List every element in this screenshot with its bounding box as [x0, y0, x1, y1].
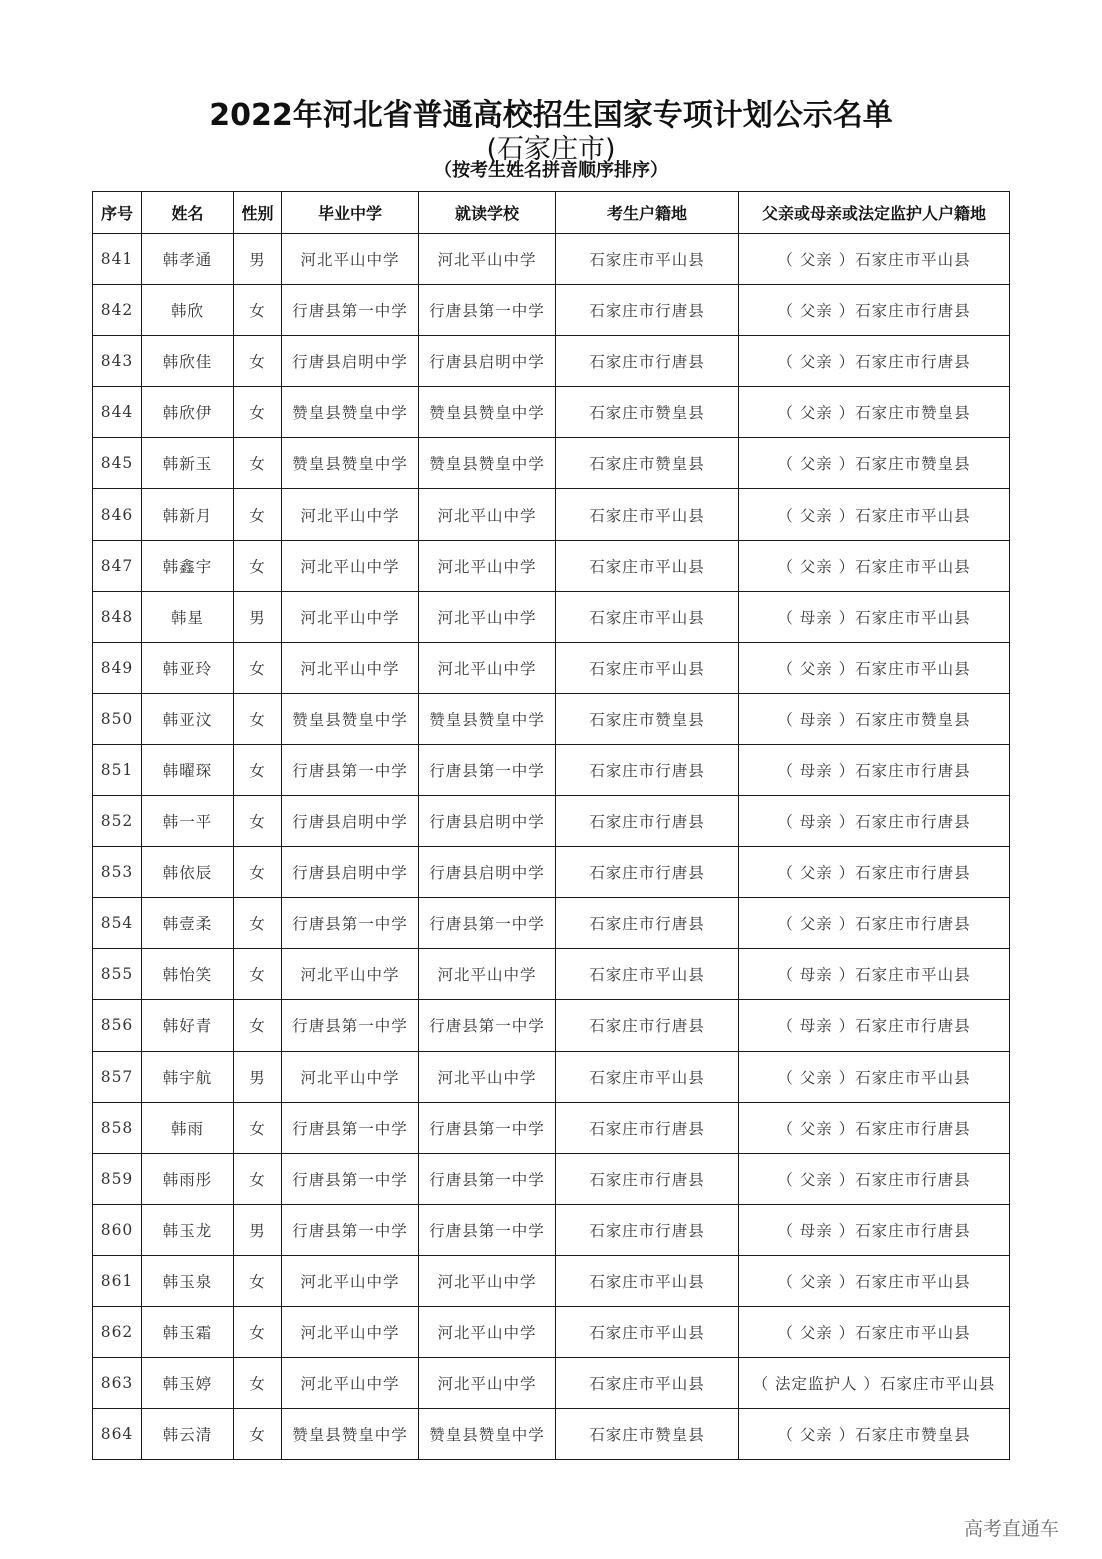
col-index-cell: 850 [93, 693, 142, 744]
col-student-hukou-cell: 石家庄市平山县 [556, 234, 739, 285]
col-student-hukou-cell: 石家庄市赞皇县 [556, 693, 739, 744]
col-name-cell: 韩雨 [142, 1102, 234, 1153]
col-name-cell: 韩孝通 [142, 234, 234, 285]
col-current-school-cell: 赞皇县赞皇中学 [419, 693, 556, 744]
table-row [93, 285, 1010, 336]
col-parent-hukou-cell: （ 父亲 ）石家庄市行唐县 [739, 1153, 1010, 1204]
col-parent-hukou-cell: （ 母亲 ）石家庄市平山县 [739, 591, 1010, 642]
col-index-cell: 863 [93, 1358, 142, 1409]
table-row [93, 540, 1010, 591]
col-parent-hukou-cell: （ 父亲 ）石家庄市平山县 [739, 1255, 1010, 1306]
col-name-cell: 韩亚玲 [142, 642, 234, 693]
table-row [93, 642, 1010, 693]
col-parent-hukou-cell: （ 父亲 ）石家庄市平山县 [739, 1051, 1010, 1102]
header-col-student-hukou: 考生户籍地 [556, 192, 739, 234]
col-student-hukou-cell: 石家庄市行唐县 [556, 1204, 739, 1255]
col-name-cell: 韩一平 [142, 796, 234, 847]
col-parent-hukou-cell: （ 父亲 ）石家庄市赞皇县 [739, 438, 1010, 489]
col-graduated-school-cell: 行唐县启明中学 [282, 796, 419, 847]
table-row [93, 591, 1010, 642]
col-student-hukou-cell: 石家庄市平山县 [556, 1358, 739, 1409]
col-student-hukou-cell: 石家庄市平山县 [556, 642, 739, 693]
col-current-school-cell: 行唐县第一中学 [419, 898, 556, 949]
col-index-cell: 864 [93, 1409, 142, 1460]
col-name-cell: 韩云清 [142, 1409, 234, 1460]
col-parent-hukou-cell: （ 父亲 ）石家庄市行唐县 [739, 336, 1010, 387]
table-row [93, 387, 1010, 438]
col-index-cell: 845 [93, 438, 142, 489]
col-parent-hukou-cell: （ 父亲 ）石家庄市平山县 [739, 489, 1010, 540]
col-gender-cell: 男 [234, 1051, 282, 1102]
col-parent-hukou-cell: （ 父亲 ）石家庄市行唐县 [739, 847, 1010, 898]
col-parent-hukou-cell: （ 父亲 ）石家庄市平山县 [739, 234, 1010, 285]
col-name-cell: 韩好青 [142, 1000, 234, 1051]
col-current-school-cell: 行唐县第一中学 [419, 744, 556, 795]
col-gender-cell: 女 [234, 1000, 282, 1051]
col-current-school-cell: 河北平山中学 [419, 949, 556, 1000]
col-index-cell: 851 [93, 744, 142, 795]
col-parent-hukou-cell: （ 父亲 ）石家庄市赞皇县 [739, 1409, 1010, 1460]
table-row [93, 489, 1010, 540]
col-student-hukou-cell: 石家庄市平山县 [556, 489, 739, 540]
col-index-cell: 844 [93, 387, 142, 438]
col-name-cell: 韩曜琛 [142, 744, 234, 795]
col-student-hukou-cell: 石家庄市平山县 [556, 591, 739, 642]
col-name-cell: 韩欣佳 [142, 336, 234, 387]
col-gender-cell: 女 [234, 1306, 282, 1357]
col-student-hukou-cell: 石家庄市行唐县 [556, 285, 739, 336]
col-current-school-cell: 行唐县第一中学 [419, 1153, 556, 1204]
col-index-cell: 852 [93, 796, 142, 847]
col-current-school-cell: 赞皇县赞皇中学 [419, 387, 556, 438]
col-gender-cell: 女 [234, 744, 282, 795]
col-index-cell: 849 [93, 642, 142, 693]
col-student-hukou-cell: 石家庄市平山县 [556, 1306, 739, 1357]
col-name-cell: 韩宇航 [142, 1051, 234, 1102]
table-row [93, 949, 1010, 1000]
col-current-school-cell: 河北平山中学 [419, 489, 556, 540]
col-name-cell: 韩玉婷 [142, 1358, 234, 1409]
col-student-hukou-cell: 石家庄市行唐县 [556, 847, 739, 898]
col-name-cell: 韩欣 [142, 285, 234, 336]
col-graduated-school-cell: 河北平山中学 [282, 591, 419, 642]
col-current-school-cell: 河北平山中学 [419, 1255, 556, 1306]
col-gender-cell: 女 [234, 285, 282, 336]
col-index-cell: 858 [93, 1102, 142, 1153]
col-graduated-school-cell: 河北平山中学 [282, 1358, 419, 1409]
col-current-school-cell: 河北平山中学 [419, 1051, 556, 1102]
col-parent-hukou-cell: （ 父亲 ）石家庄市行唐县 [739, 1102, 1010, 1153]
col-current-school-cell: 行唐县启明中学 [419, 336, 556, 387]
header-col-gender: 性别 [234, 192, 282, 234]
col-parent-hukou-cell: （ 母亲 ）石家庄市赞皇县 [739, 693, 1010, 744]
table-row [93, 847, 1010, 898]
col-gender-cell: 女 [234, 693, 282, 744]
header-col-parent-hukou: 父亲或母亲或法定监护人户籍地 [739, 192, 1010, 234]
col-graduated-school-cell: 河北平山中学 [282, 234, 419, 285]
col-index-cell: 862 [93, 1306, 142, 1357]
document-subtitle: (石家庄市) [486, 134, 616, 165]
col-graduated-school-cell: 赞皇县赞皇中学 [282, 1409, 419, 1460]
col-graduated-school-cell: 行唐县第一中学 [282, 1204, 419, 1255]
col-parent-hukou-cell: （ 父亲 ）石家庄市平山县 [739, 540, 1010, 591]
table-row [93, 1051, 1010, 1102]
col-graduated-school-cell: 行唐县第一中学 [282, 898, 419, 949]
table-row [93, 796, 1010, 847]
col-name-cell: 韩欣伊 [142, 387, 234, 438]
col-index-cell: 842 [93, 285, 142, 336]
col-student-hukou-cell: 石家庄市行唐县 [556, 744, 739, 795]
col-graduated-school-cell: 行唐县第一中学 [282, 1153, 419, 1204]
col-student-hukou-cell: 石家庄市行唐县 [556, 336, 739, 387]
header-col-name: 姓名 [142, 192, 234, 234]
sort-note: （按考生姓名拼音顺序排序） [434, 160, 668, 181]
col-student-hukou-cell: 石家庄市赞皇县 [556, 1409, 739, 1460]
col-gender-cell: 女 [234, 1409, 282, 1460]
col-graduated-school-cell: 赞皇县赞皇中学 [282, 438, 419, 489]
col-name-cell: 韩壹柔 [142, 898, 234, 949]
table-row [93, 898, 1010, 949]
col-parent-hukou-cell: （ 母亲 ）石家庄市行唐县 [739, 1204, 1010, 1255]
col-parent-hukou-cell: （ 母亲 ）石家庄市平山县 [739, 949, 1010, 1000]
col-index-cell: 848 [93, 591, 142, 642]
col-parent-hukou-cell: （ 父亲 ）石家庄市平山县 [739, 642, 1010, 693]
col-parent-hukou-cell: （ 父亲 ）石家庄市赞皇县 [739, 387, 1010, 438]
col-graduated-school-cell: 赞皇县赞皇中学 [282, 693, 419, 744]
col-graduated-school-cell: 河北平山中学 [282, 489, 419, 540]
col-gender-cell: 男 [234, 234, 282, 285]
col-name-cell: 韩新月 [142, 489, 234, 540]
col-graduated-school-cell: 河北平山中学 [282, 949, 419, 1000]
col-index-cell: 859 [93, 1153, 142, 1204]
col-name-cell: 韩星 [142, 591, 234, 642]
col-parent-hukou-cell: （ 父亲 ）石家庄市平山县 [739, 1306, 1010, 1357]
col-graduated-school-cell: 行唐县启明中学 [282, 847, 419, 898]
col-student-hukou-cell: 石家庄市赞皇县 [556, 387, 739, 438]
col-name-cell: 韩依辰 [142, 847, 234, 898]
header-col-current-school: 就读学校 [419, 192, 556, 234]
col-gender-cell: 女 [234, 1153, 282, 1204]
col-parent-hukou-cell: （ 父亲 ）石家庄市行唐县 [739, 285, 1010, 336]
table-row [93, 1000, 1010, 1051]
col-name-cell: 韩玉霜 [142, 1306, 234, 1357]
col-graduated-school-cell: 河北平山中学 [282, 642, 419, 693]
col-graduated-school-cell: 赞皇县赞皇中学 [282, 387, 419, 438]
table-row [93, 234, 1010, 285]
col-gender-cell: 女 [234, 847, 282, 898]
col-index-cell: 854 [93, 898, 142, 949]
col-student-hukou-cell: 石家庄市行唐县 [556, 1153, 739, 1204]
col-current-school-cell: 赞皇县赞皇中学 [419, 438, 556, 489]
col-index-cell: 860 [93, 1204, 142, 1255]
document-title: 2022年河北省普通高校招生国家专项计划公示名单 [209, 98, 893, 133]
col-student-hukou-cell: 石家庄市平山县 [556, 540, 739, 591]
col-index-cell: 847 [93, 540, 142, 591]
col-gender-cell: 女 [234, 1102, 282, 1153]
col-student-hukou-cell: 石家庄市行唐县 [556, 1102, 739, 1153]
col-gender-cell: 女 [234, 898, 282, 949]
table-row [93, 1153, 1010, 1204]
col-gender-cell: 女 [234, 387, 282, 438]
col-index-cell: 846 [93, 489, 142, 540]
col-current-school-cell: 行唐县启明中学 [419, 847, 556, 898]
col-index-cell: 855 [93, 949, 142, 1000]
col-index-cell: 856 [93, 1000, 142, 1051]
table-row [93, 1409, 1010, 1460]
col-gender-cell: 女 [234, 949, 282, 1000]
col-student-hukou-cell: 石家庄市行唐县 [556, 1000, 739, 1051]
col-name-cell: 韩新玉 [142, 438, 234, 489]
col-parent-hukou-cell: （ 法定监护人 ）石家庄市平山县 [739, 1358, 1010, 1409]
col-name-cell: 韩亚汶 [142, 693, 234, 744]
col-gender-cell: 女 [234, 1358, 282, 1409]
col-parent-hukou-cell: （ 母亲 ）石家庄市行唐县 [739, 1000, 1010, 1051]
col-current-school-cell: 行唐县第一中学 [419, 285, 556, 336]
col-graduated-school-cell: 河北平山中学 [282, 1051, 419, 1102]
col-current-school-cell: 行唐县启明中学 [419, 796, 556, 847]
header-col-graduated-school: 毕业中学 [282, 192, 419, 234]
table-header-row [93, 192, 1010, 234]
col-gender-cell: 女 [234, 1255, 282, 1306]
col-current-school-cell: 赞皇县赞皇中学 [419, 1409, 556, 1460]
col-graduated-school-cell: 河北平山中学 [282, 1306, 419, 1357]
col-current-school-cell: 河北平山中学 [419, 540, 556, 591]
col-student-hukou-cell: 石家庄市平山县 [556, 1255, 739, 1306]
col-current-school-cell: 河北平山中学 [419, 642, 556, 693]
col-current-school-cell: 河北平山中学 [419, 1306, 556, 1357]
col-graduated-school-cell: 行唐县启明中学 [282, 336, 419, 387]
col-gender-cell: 女 [234, 796, 282, 847]
col-index-cell: 841 [93, 234, 142, 285]
col-current-school-cell: 河北平山中学 [419, 234, 556, 285]
table-row [93, 1358, 1010, 1409]
col-current-school-cell: 行唐县第一中学 [419, 1000, 556, 1051]
col-current-school-cell: 行唐县第一中学 [419, 1204, 556, 1255]
admissions-table [92, 191, 1010, 1460]
table-row [93, 438, 1010, 489]
col-student-hukou-cell: 石家庄市行唐县 [556, 796, 739, 847]
table-row [93, 336, 1010, 387]
col-graduated-school-cell: 行唐县第一中学 [282, 744, 419, 795]
col-graduated-school-cell: 河北平山中学 [282, 1255, 419, 1306]
col-student-hukou-cell: 石家庄市平山县 [556, 949, 739, 1000]
col-name-cell: 韩雨彤 [142, 1153, 234, 1204]
col-index-cell: 843 [93, 336, 142, 387]
col-current-school-cell: 河北平山中学 [419, 591, 556, 642]
col-parent-hukou-cell: （ 父亲 ）石家庄市行唐县 [739, 898, 1010, 949]
col-graduated-school-cell: 行唐县第一中学 [282, 1102, 419, 1153]
col-name-cell: 韩怡笑 [142, 949, 234, 1000]
col-student-hukou-cell: 石家庄市赞皇县 [556, 438, 739, 489]
table-row [93, 1306, 1010, 1357]
watermark: 高考直通车 [964, 1518, 1060, 1540]
col-index-cell: 853 [93, 847, 142, 898]
col-gender-cell: 女 [234, 438, 282, 489]
table-row [93, 693, 1010, 744]
col-gender-cell: 女 [234, 540, 282, 591]
col-name-cell: 韩鑫宇 [142, 540, 234, 591]
col-gender-cell: 女 [234, 642, 282, 693]
col-current-school-cell: 河北平山中学 [419, 1358, 556, 1409]
table-row [93, 1255, 1010, 1306]
col-student-hukou-cell: 石家庄市平山县 [556, 1051, 739, 1102]
table-row [93, 744, 1010, 795]
col-name-cell: 韩玉泉 [142, 1255, 234, 1306]
col-parent-hukou-cell: （ 母亲 ）石家庄市行唐县 [739, 744, 1010, 795]
col-gender-cell: 男 [234, 591, 282, 642]
col-graduated-school-cell: 河北平山中学 [282, 540, 419, 591]
table-row [93, 1204, 1010, 1255]
col-index-cell: 861 [93, 1255, 142, 1306]
col-gender-cell: 男 [234, 1204, 282, 1255]
col-index-cell: 857 [93, 1051, 142, 1102]
table-row [93, 1102, 1010, 1153]
col-student-hukou-cell: 石家庄市行唐县 [556, 898, 739, 949]
col-parent-hukou-cell: （ 母亲 ）石家庄市行唐县 [739, 796, 1010, 847]
col-name-cell: 韩玉龙 [142, 1204, 234, 1255]
header-col-index: 序号 [93, 192, 142, 234]
col-gender-cell: 女 [234, 336, 282, 387]
col-gender-cell: 女 [234, 489, 282, 540]
table-body [93, 234, 1010, 1460]
col-current-school-cell: 行唐县第一中学 [419, 1102, 556, 1153]
col-graduated-school-cell: 行唐县第一中学 [282, 285, 419, 336]
col-graduated-school-cell: 行唐县第一中学 [282, 1000, 419, 1051]
